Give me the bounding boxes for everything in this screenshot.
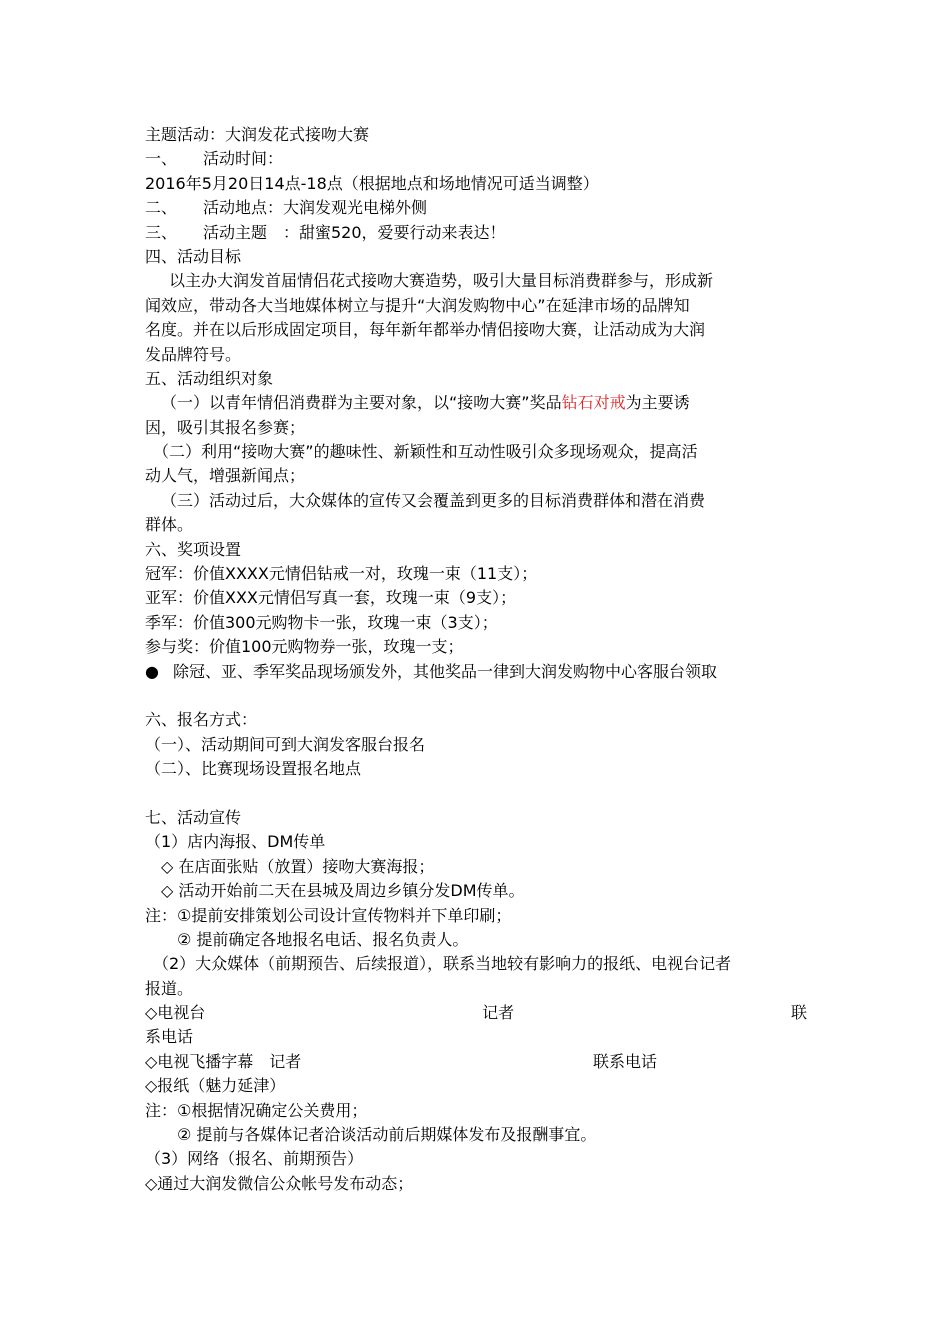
- section-time-value: 2016年5月20日14点-18点（根据地点和场地情况可适当调整）: [145, 173, 599, 193]
- doc-title: 主题活动：大润发花式接吻大赛: [145, 125, 370, 144]
- promotion-online: （3）网络（报名、前期预告）: [145, 1149, 364, 1169]
- section-time-heading: 一、 活动时间：: [145, 149, 284, 169]
- goal-line: 名度。并在以后形成固定项目，每年新年都举办情侣接吻大赛，让活动成为大润: [145, 320, 706, 340]
- bullet-icon: ●: [145, 661, 159, 681]
- spacer: [145, 782, 807, 806]
- audience-item-2: （二）利用“接吻大赛”的趣味性、新颖性和互动性吸引众多现场观众，提高活: [153, 442, 698, 462]
- goal-line: 以主办大润发首届情侣花式接吻大赛造势，吸引大量目标消费群参与，形成新: [169, 271, 714, 291]
- section-registration-heading: 六、报名方式：: [145, 710, 258, 730]
- prize-third: 季军：价值300元购物卡一张，玫瑰一束（3支）；: [145, 612, 498, 632]
- promotion-store: （1）店内海报、DM传单: [145, 832, 326, 852]
- document-page: [145, 123, 807, 1196]
- media-tv-row: ◇电视台 记者 联: [145, 1003, 807, 1023]
- promotion-store-item: ◇ 在店面张贴（放置）接吻大赛海报；: [161, 856, 435, 876]
- media-newspaper: ◇报纸（魅力延津）: [145, 1076, 286, 1096]
- registration-item-2: （二）、比赛现场设置报名地点: [145, 759, 362, 779]
- section-promotion-heading: 七、活动宣传: [145, 807, 242, 827]
- audience-item-3: （三）活动过后，大众媒体的宣传又会覆盖到更多的目标消费群体和潜在消费: [161, 490, 706, 510]
- audience-item-1: （一）以青年情侣消费群为主要对象，以“接吻大赛”奖品钻石对戒为主要诱: [161, 393, 690, 413]
- registration-item-1: （一）、活动期间可到大润发客服台报名: [145, 734, 426, 754]
- section-theme: 三、 活动主题 ：甜蜜520，爱要行动来表达！: [145, 222, 506, 242]
- audience-item-2-cont: 动人气，增强新闻点；: [145, 466, 306, 486]
- prize-note: ● 除冠、亚、季军奖品现场颁发外，其他奖品一律到大润发购物中心客服台领取: [145, 660, 807, 684]
- promotion-media: （2）大众媒体（前期预告、后续报道），联系当地较有影响力的报纸、电视台记者: [153, 954, 732, 974]
- media-tv-row-cont: 系电话: [145, 1027, 194, 1047]
- prize-first: 冠军：价值XXXX元情侣钻戒一对，玫瑰一束（11支）；: [145, 564, 538, 584]
- promotion-media-cont: 报道。: [145, 978, 194, 998]
- highlight-prize: 钻石对戒: [561, 393, 626, 413]
- goal-line: 闻效应，带动各大当地媒体树立与提升“大润发购物中心”在延津市场的品牌知: [145, 295, 690, 315]
- prize-participation: 参与奖：价值100元购物券一张，玫瑰一支；: [145, 637, 464, 657]
- goal-line: 发品牌符号。: [145, 344, 242, 364]
- promotion-store-item: ◇ 活动开始前二天在县城及周边乡镇分发DM传单。: [161, 881, 525, 901]
- section-goal-heading: 四、活动目标: [145, 246, 242, 266]
- media-note: ② 提前与各媒体记者洽谈活动前后期媒体发布及报酬事宜。: [177, 1125, 597, 1145]
- section-location: 二、 活动地点：大润发观光电梯外侧: [145, 198, 428, 218]
- promotion-online-item: ◇通过大润发微信公众帐号发布动态；: [145, 1173, 414, 1193]
- audience-item-3-cont: 群体。: [145, 515, 194, 535]
- promotion-note: ② 提前确定各地报名电话、报名负责人。: [177, 929, 469, 949]
- spacer: [145, 684, 807, 708]
- section-audience-heading: 五、活动组织对象: [145, 368, 274, 388]
- audience-item-1-cont: 因，吸引其报名参赛；: [145, 417, 306, 437]
- media-note: 注：①根据情况确定公关费用；: [145, 1100, 368, 1120]
- prize-second: 亚军：价值XXX元情侣写真一套，玫瑰一束（9支）；: [145, 588, 517, 608]
- media-tv-caption-row: ◇电视飞播字幕 记者 联系电话: [145, 1051, 658, 1071]
- promotion-note: 注：①提前安排策划公司设计宣传物料并下单印刷；: [145, 905, 512, 925]
- section-prizes-heading: 六、奖项设置: [145, 539, 242, 559]
